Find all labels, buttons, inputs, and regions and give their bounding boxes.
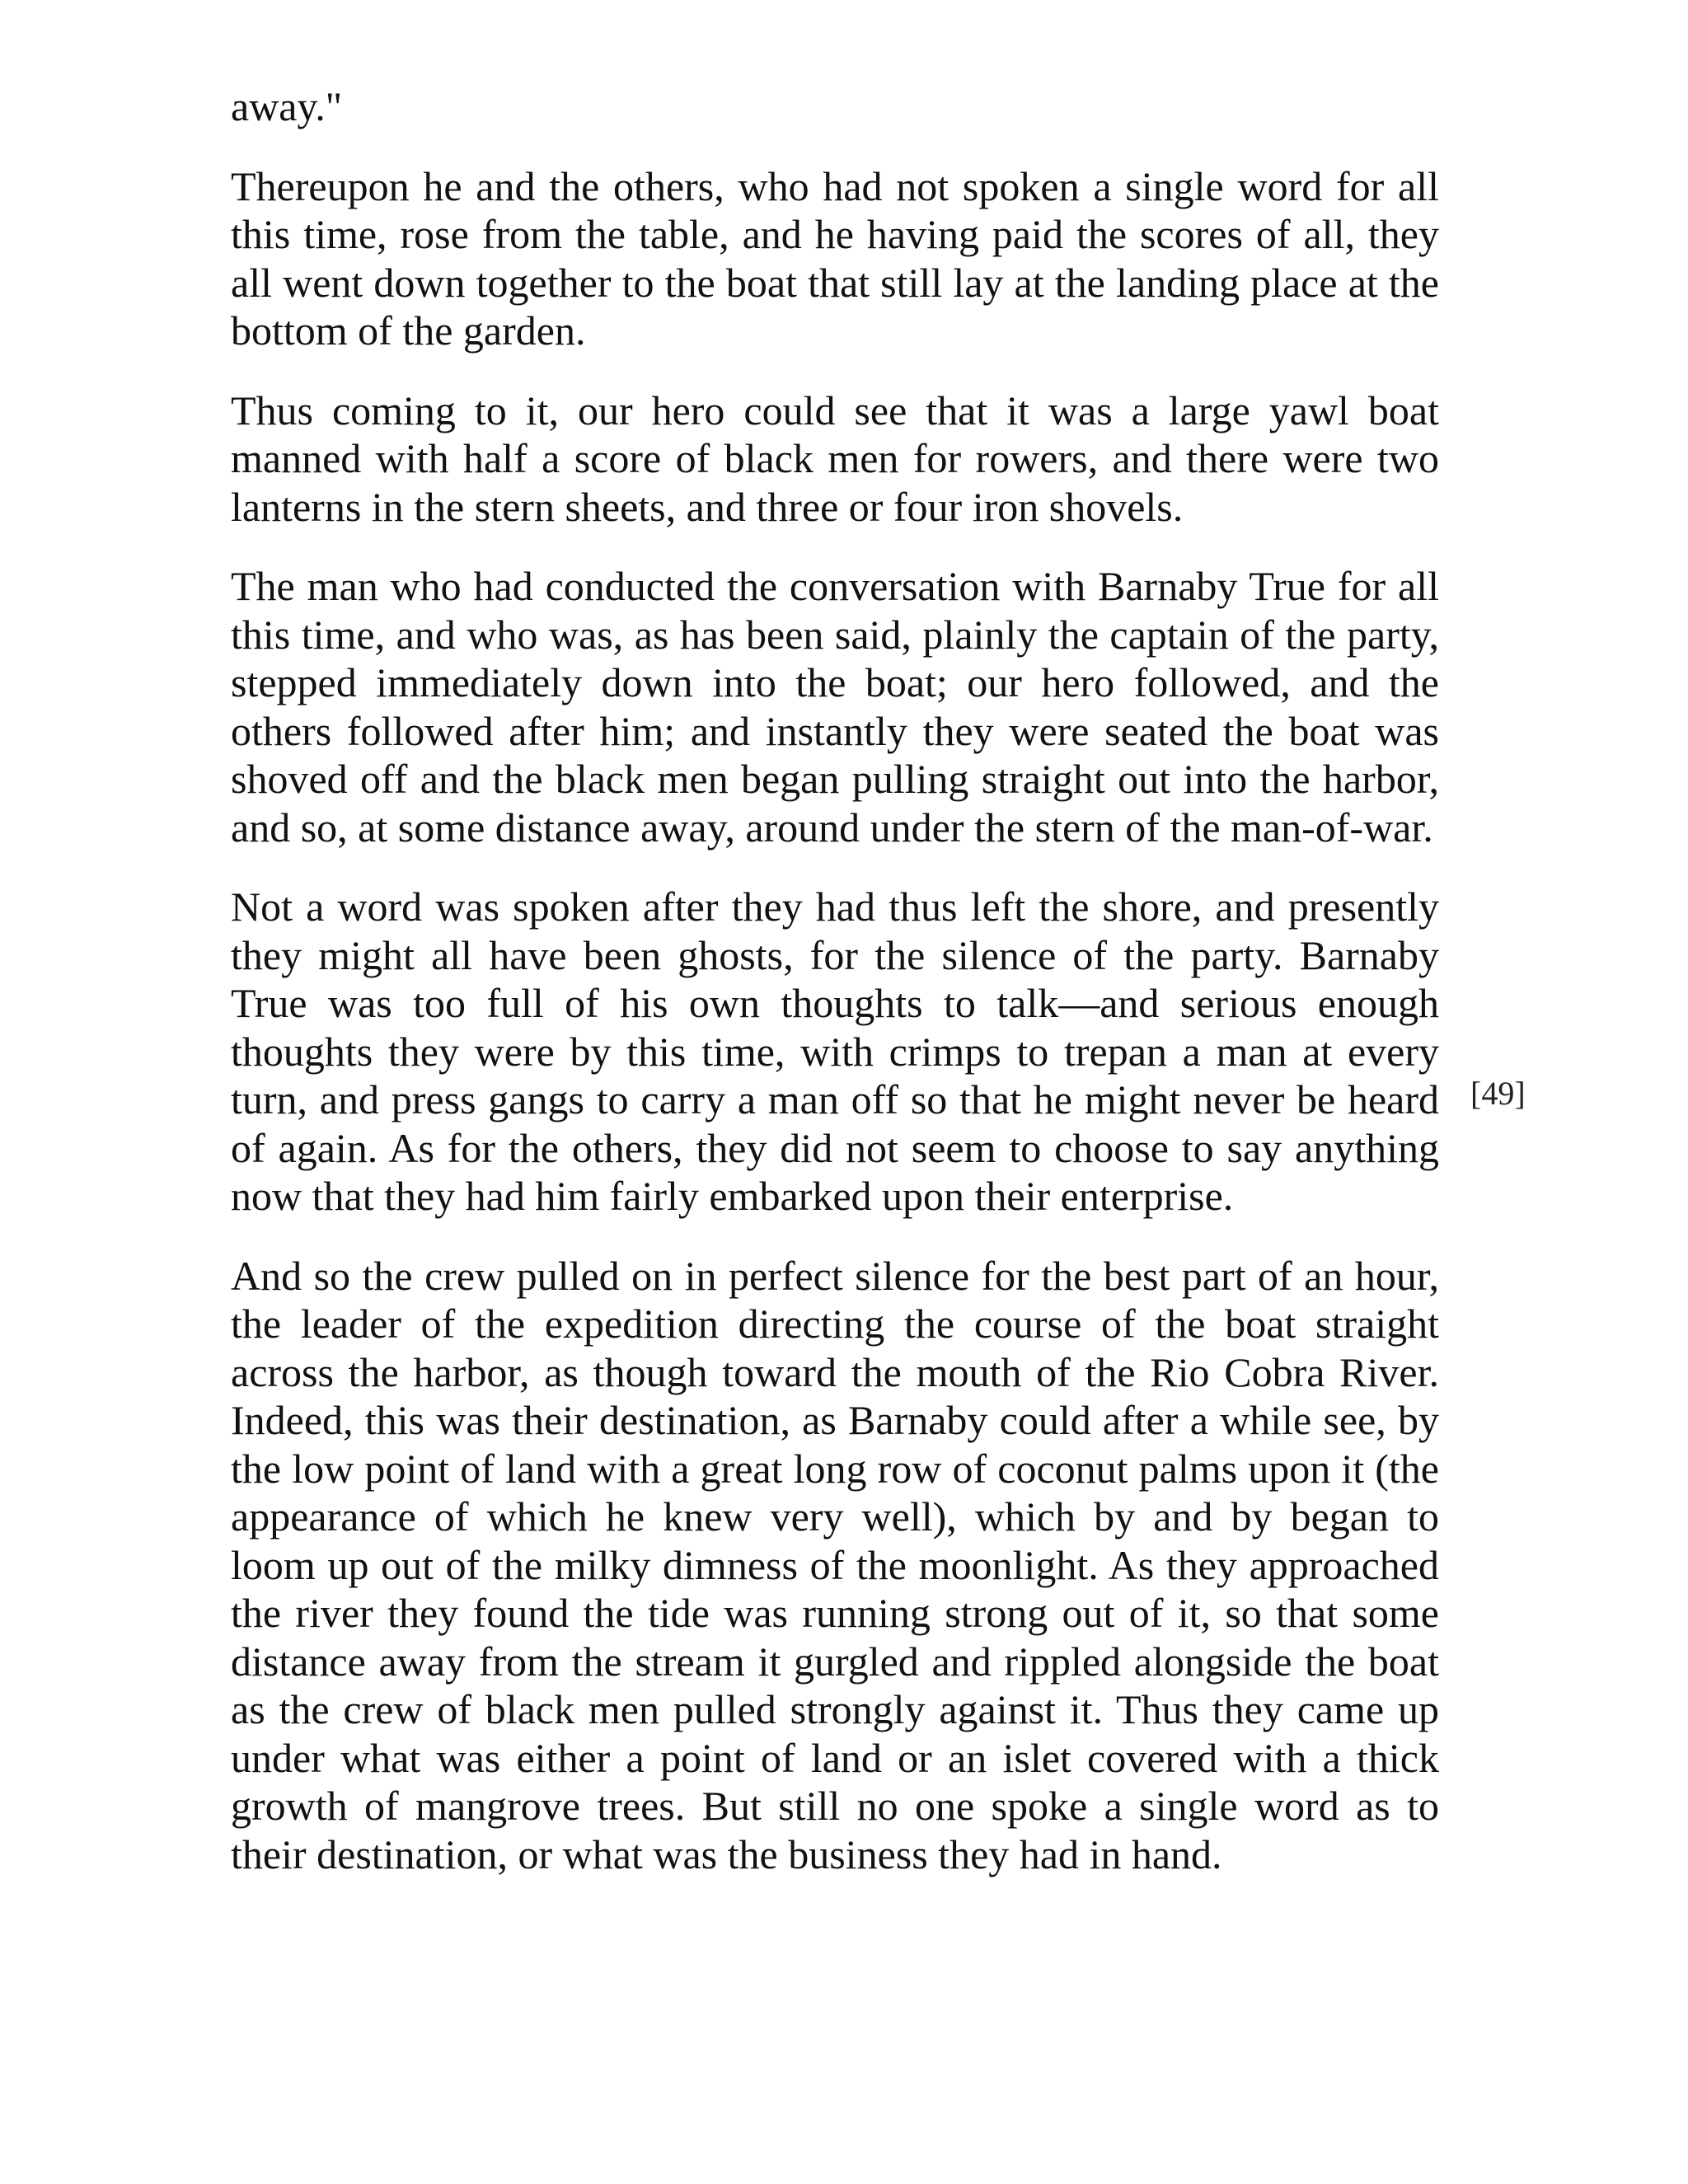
page-number: [49] (1470, 1075, 1526, 1112)
paragraph-2: Thereupon he and the others, who had not spoken a single word for all this time, rose from the table, and he having paid the scores of all, they all went down together to the boat that still lay at the landing place at the bottom of the garden. (231, 162, 1439, 354)
document-body (231, 82, 1439, 1910)
paragraph-4: The man who had conducted the conversation with Barnaby True for all this time, and who was, as has been said, plainly the captain of the party, stepped immediately down into the boat; our hero followed, and the others followed after him; and instantly they were seated the boat was shoved off and the black men began pulling straight out into the harbor, and so, at some distance away, around under the stern of the man-of-war. (231, 563, 1439, 851)
paragraph-5: Not a word was spoken after they had thus left the shore, and presently they might all have been ghosts, for the silence of the party. Barnaby True was too full of his own thoughts to talk—and serious enough thoughts they were by this time, with crimps to trepan a man at every turn, and press gangs to carry a man off so that he might never be heard of again. As for the others, they did not seem to choose to say anything now that they had him fairly embarked upon their enterprise. (231, 883, 1439, 1219)
paragraph-1: away." (231, 83, 343, 129)
paragraph-3: Thus coming to it, our hero could see that it was a large yawl boat manned with half a score of black men for rowers, and there were two lanterns in the stern sheets, and three or four iron shovels. (231, 387, 1439, 530)
paragraph-6: And so the crew pulled on in perfect silence for the best part of an hour, the leader of the expedition directing the course of the boat straight across the harbor, as though toward the mouth of the Rio Cobra River. Indeed, this was their destination, as Barnaby could after a while see, by the low point of land with a great long row of coconut palms upon it (the appearance of which he knew very well), which by and by began to loom up out of the milky dimness of the moonlight. As they approached the river they found the tide was running strong out of it, so that some distance away from the stream it gurgled and rippled alongside the boat as the crew of black men pulled strongly against it. Thus they came up under what was either a point of land or an islet covered with a thick growth of mangrove trees. But still no one spoke a single word as to their destination, or what was the business they had in hand. (231, 1252, 1439, 1877)
